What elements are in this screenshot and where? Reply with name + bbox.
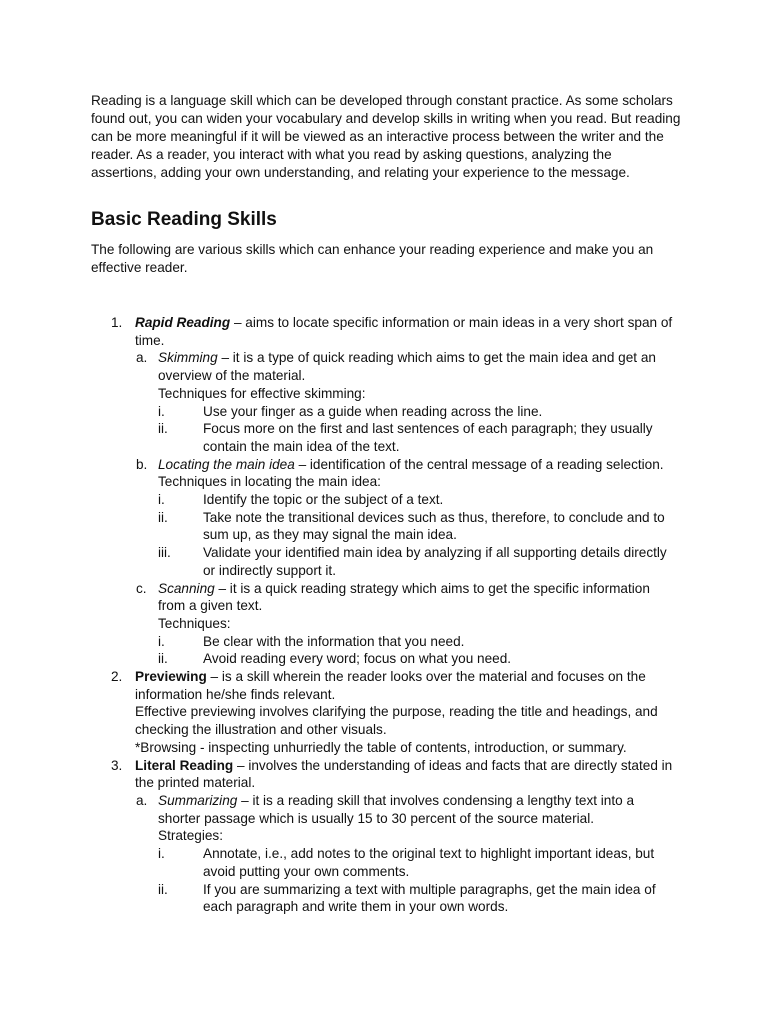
point-text: Use your finger as a guide when reading across the line. [203, 403, 543, 419]
sub-letter: a. [136, 350, 148, 366]
skills-list [0, 314, 768, 916]
point-text: If you are summarizing a text with multiple paragraphs, get the main idea of each paragraph and write them in your own words. [203, 881, 656, 915]
list-item [0, 757, 768, 792]
sub-description: – it is a quick reading strategy which aims to get the specific information from a given text. [158, 580, 650, 614]
point-text: Take note the transitional devices such as thus, therefore, to conclude and to sum up, as they may signal the main idea. [203, 509, 665, 543]
point-text: Validate your identified main idea by analyzing if all supporting details directly or indirectly support it. [203, 545, 667, 578]
point-item [0, 845, 768, 880]
point-number: iii. [158, 545, 171, 561]
point-text: Focus more on the first and last sentences of each paragraph; they usually contain the main idea of the text. [203, 421, 653, 454]
point-number: i. [158, 846, 165, 862]
point-item [0, 420, 768, 455]
point-text: Identify the topic or the subject of a text. [203, 492, 444, 508]
sub-note: Techniques for effective skimming: [158, 385, 366, 401]
sub-letter: a. [136, 792, 148, 808]
point-item [0, 650, 768, 668]
sub-description: – identification of the central message of a reading selection. [294, 456, 664, 472]
item-number: 3. [111, 757, 123, 773]
item-description: – involves the understanding of ideas and facts that are directly stated in the printed material. [135, 757, 673, 791]
sub-note: Strategies: [158, 828, 223, 844]
sub-term: Scanning [158, 580, 215, 596]
item-description: – aims to locate specific information or main ideas in a very short span of time. [135, 315, 673, 348]
point-text: Be clear with the information that you need. [203, 633, 465, 649]
point-item [0, 633, 768, 651]
item-extra-text: *Browsing - inspecting unhurriedly the table of contents, introduction, or summary. [135, 739, 627, 755]
item-extra-text: Effective previewing involves clarifying the purpose, reading the title and headings, and checking the illustration and other visuals. [135, 704, 658, 738]
sub-term: Skimming [158, 350, 218, 366]
sub-note: Techniques in locating the main idea: [158, 474, 381, 490]
item-description: – is a skill wherein the reader looks over the material and focuses on the information he/she finds relevant. [135, 669, 646, 702]
point-number: ii. [158, 509, 168, 525]
sub-description: – it is a type of quick reading which aims to get the main idea and get an overview of the material. [158, 350, 656, 384]
item-term: Literal Reading [135, 757, 234, 773]
list-item [0, 314, 768, 349]
point-item [0, 403, 768, 421]
list-item [0, 668, 768, 757]
sub-item [0, 792, 768, 845]
point-number: ii. [158, 421, 168, 437]
sub-item [0, 349, 768, 402]
point-item [0, 881, 768, 916]
item-number: 2. [111, 669, 123, 685]
point-number: i. [158, 633, 165, 649]
sub-term: Summarizing [158, 792, 238, 808]
item-term: Rapid Reading [135, 315, 231, 330]
sub-term: Locating the main idea [158, 456, 295, 472]
sub-description: – it is a reading skill that involves condensing a lengthy text into a shorter passage which is usually 15 to 30 percent of the source material. [158, 792, 635, 826]
point-item [0, 509, 768, 544]
item-term: Previewing [135, 669, 207, 685]
lead-paragraph: The following are various skills which can enhance your reading experience and make you an effective reader. [91, 242, 654, 275]
section-heading: Basic Reading Skills [91, 209, 277, 230]
item-number: 1. [111, 315, 123, 330]
point-text: Avoid reading every word; focus on what you need. [203, 651, 512, 667]
sub-letter: c. [136, 580, 147, 596]
sub-letter: b. [136, 456, 148, 472]
point-number: ii. [158, 651, 168, 667]
point-number: i. [158, 403, 165, 419]
intro-paragraph: Reading is a language skill which can be developed through constant practice. As some scholars found out, you can widen your vocabulary and develop skills in writing when you read. But reading can be more meaningful if it will be viewed as an interactive process between the writer and the reader. As a reader, you interact with what you read by asking questions, analyzing the assertions, adding your own understanding, and relating your experience to the message. [91, 93, 681, 180]
point-item [0, 544, 768, 579]
point-text: Annotate, i.e., add notes to the original text to highlight important ideas, but avoid putting your own comments. [203, 846, 655, 879]
point-number: ii. [158, 881, 168, 897]
sub-item [0, 456, 768, 491]
sub-note: Techniques: [158, 615, 231, 631]
point-item [0, 491, 768, 509]
sub-item [0, 580, 768, 633]
point-number: i. [158, 492, 165, 508]
